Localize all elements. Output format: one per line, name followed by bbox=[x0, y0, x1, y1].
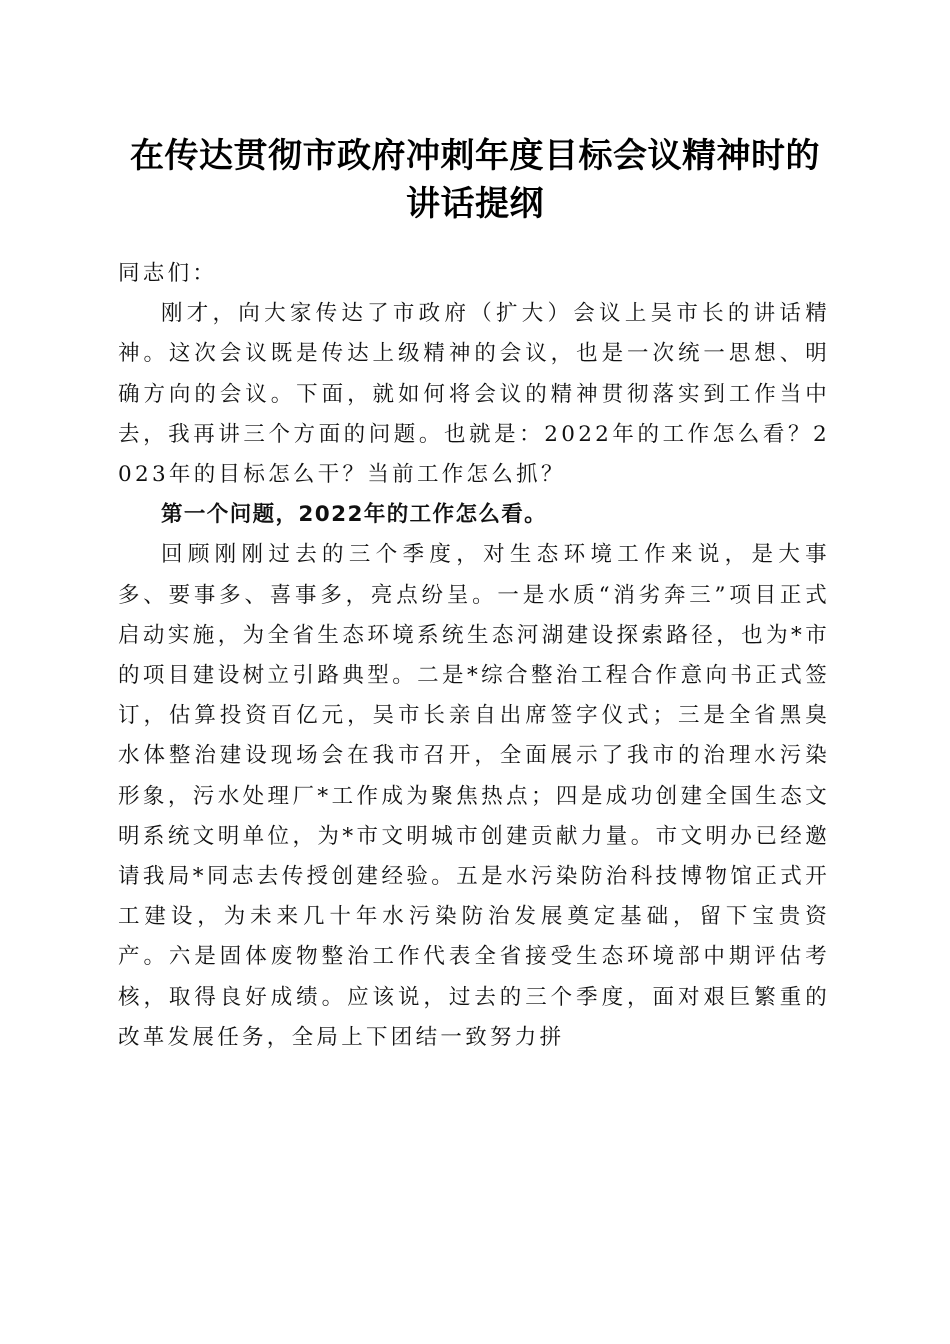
document-title bbox=[100, 132, 850, 228]
salutation: 同志们： bbox=[118, 261, 218, 286]
paragraph-intro: 刚才，向大家传达了市政府（扩大）会议上吴市长的讲话精神。这次会议既是传达上级精神的会议，也是一次统一思想、明确方向的会议。下面，就如何将会议的精神贯彻落实到工作当中去，我再讲三个方面的问题。也就是：2022年的工作怎么看？2023年的目标怎么干？当前工作怎么抓？ bbox=[118, 301, 830, 488]
title-line-2: 讲话提纲 bbox=[406, 184, 544, 224]
document-body bbox=[118, 254, 830, 1058]
paragraph-review: 回顾刚刚过去的三个季度，对生态环境工作来说，是大事多、要事多、喜事多，亮点纷呈。一是水质“消劣奔三”项目正式启动实施，为全省生态环境系统生态河湖建设探索路径，也为*市的项目建设树立引路典型。二是*综合整治工程合作意向书正式签订，估算投资百亿元，吴市长亲自出席签字仪式；三是全省黑臭水体整治建设现场会在我市召开，全面展示了我市的治理水污染形象，污水处理厂*工作成为聚焦热点；四是成功创建全国生态文明系统文明单位，为*市文明城市创建贡献力量。市文明办已经邀请我局*同志去传授创建经验。五是水污染防治科技博物馆正式开工建设，为未来几十年水污染防治发展奠定基础，留下宝贵资产。六是固体废物整治工作代表全省接受生态环境部中期评估考核，取得良好成绩。应该说，过去的三个季度，面对艰巨繁重的改革发展任务，全局上下团结一致努力拼 bbox=[118, 542, 830, 1050]
section-heading-first-question: 第一个问题，2022年的工作怎么看。 bbox=[161, 502, 548, 528]
title-line-1: 在传达贯彻市政府冲刺年度目标会议精神时的 bbox=[130, 136, 820, 176]
